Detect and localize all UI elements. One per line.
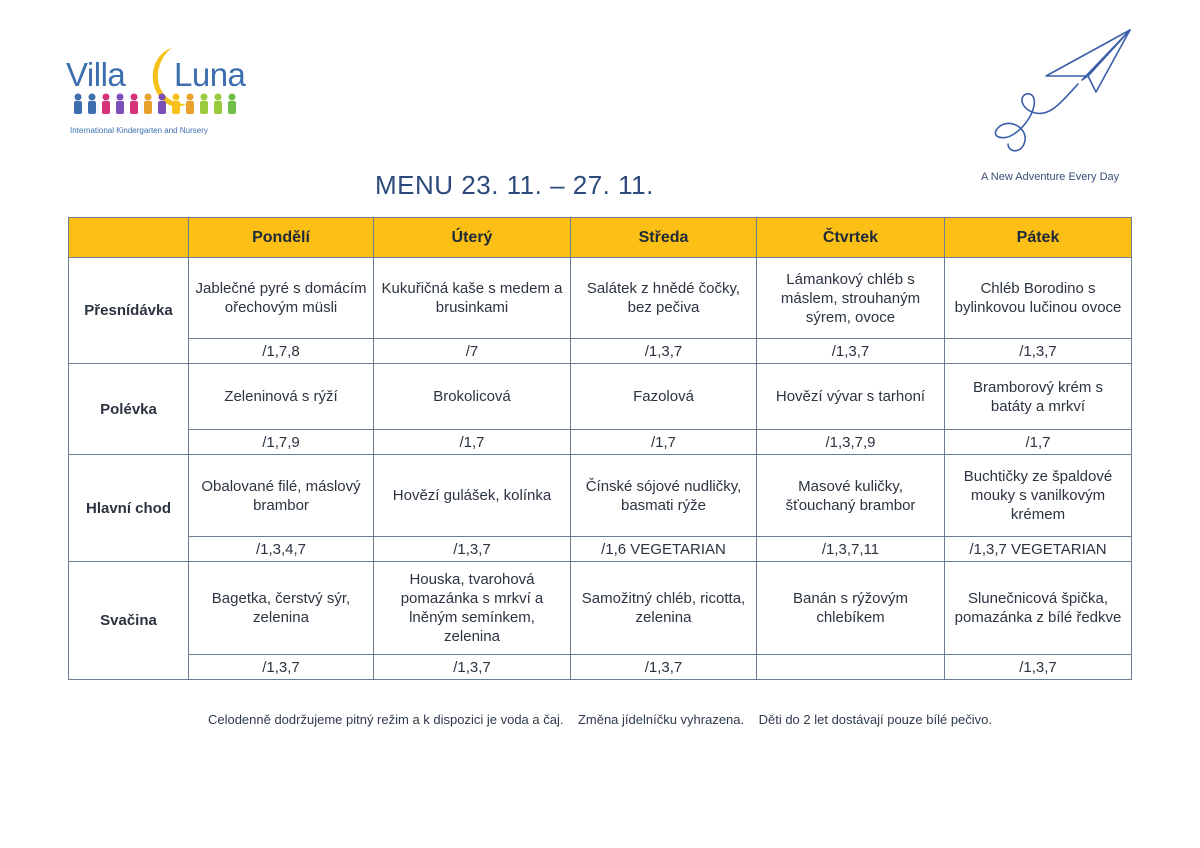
dish-cell: Kukuřičná kaše s medem a brusinkami [374,258,571,339]
dish-row [69,258,1132,339]
allergen-cell: /1,3,7 [945,339,1132,364]
header-row [69,218,1132,258]
meal-label: Přesnídávka [69,258,189,364]
dish-cell: Slunečnicová špička, pomazánka z bílé ředkve [945,562,1132,655]
dish-cell: Samožitný chléb, ricotta, zelenina [571,562,757,655]
corner-cell [69,218,189,258]
allergen-cell: /1,3,7 [757,339,945,364]
dish-cell: Hovězí gulášek, kolínka [374,455,571,537]
allergen-cell: /1,3,7 VEGETARIAN [945,537,1132,562]
dish-row [69,562,1132,655]
day-header: Pátek [945,218,1132,258]
allergen-cell: /1,7 [374,430,571,455]
dish-cell: Buchtičky ze špaldové mouky s vanilkovým krémem [945,455,1132,537]
page-title: MENU 23. 11. – 27. 11. [375,170,654,200]
allergen-cell: /1,3,7 [571,339,757,364]
day-header: Úterý [374,218,571,258]
dish-cell: Brokolicová [374,364,571,430]
allergen-cell: /1,3,4,7 [189,537,374,562]
allergen-cell: /1,6 VEGETARIAN [571,537,757,562]
children-row-icon [70,92,240,116]
villa-luna-logo [66,46,246,138]
day-header: Středa [571,218,757,258]
dish-cell: Salátek z hnědé čočky, bez pečiva [571,258,757,339]
footer-note: Děti do 2 let dostávají pouze bílé pečivo. [758,712,993,727]
allergen-cell: /1,3,7 [374,537,571,562]
dish-cell: Lámankový chléb s máslem, strouhaným sýrem, ovoce [757,258,945,339]
menu-table [68,217,1132,680]
dish-cell: Jablečné pyré s domácím ořechovým müsli [189,258,374,339]
allergen-cell: /1,3,7 [374,655,571,680]
logo-tagline: International Kindergarten and Nursery [70,126,208,135]
footer-note: Celodenně dodržujeme pitný režim a k dispozici je voda a čaj. [207,712,564,727]
allergen-cell [757,655,945,680]
dish-cell: Fazolová [571,364,757,430]
dish-cell: Zeleninová s rýží [189,364,374,430]
slogan: A New Adventure Every Day [981,171,1120,183]
dish-row [69,364,1132,430]
allergen-cell: /1,3,7 [571,655,757,680]
day-header: Pondělí [189,218,374,258]
allergen-cell: /1,3,7 [189,655,374,680]
dish-cell: Hovězí vývar s tarhoní [757,364,945,430]
allergen-row [69,655,1132,680]
day-header: Čtvrtek [757,218,945,258]
allergen-row [69,430,1132,455]
paper-plane-icon [978,26,1138,160]
dish-cell: Obalované filé, máslový brambor [189,455,374,537]
footer-note: Změna jídelníčku vyhrazena. [577,712,745,727]
allergen-cell: /1,3,7,11 [757,537,945,562]
logo-word-villa: Villa [66,56,126,93]
allergen-cell: /1,3,7 [945,655,1132,680]
allergen-cell: /1,7,9 [189,430,374,455]
footer-notes [0,712,1200,727]
meal-label: Polévka [69,364,189,455]
logo-word-luna: Luna [174,56,246,93]
dish-row [69,455,1132,537]
dish-cell: Chléb Borodino s bylinkovou lučinou ovoce [945,258,1132,339]
dish-cell: Bagetka, čerstvý sýr, zelenina [189,562,374,655]
allergen-cell: /1,7 [945,430,1132,455]
meal-label: Hlavní chod [69,455,189,562]
allergen-cell: /1,3,7,9 [757,430,945,455]
allergen-row [69,537,1132,562]
allergen-cell: /1,7 [571,430,757,455]
dish-cell: Banán s rýžovým chlebíkem [757,562,945,655]
dish-cell: Čínské sójové nudličky, basmati rýže [571,455,757,537]
allergen-cell: /1,7,8 [189,339,374,364]
meal-label: Svačina [69,562,189,680]
dish-cell: Bramborový krém s batáty a mrkví [945,364,1132,430]
dish-cell: Masové kuličky, šťouchaný brambor [757,455,945,537]
dish-cell: Houska, tvarohová pomazánka s mrkví a lněným semínkem, zelenina [374,562,571,655]
allergen-row [69,339,1132,364]
allergen-cell: /7 [374,339,571,364]
